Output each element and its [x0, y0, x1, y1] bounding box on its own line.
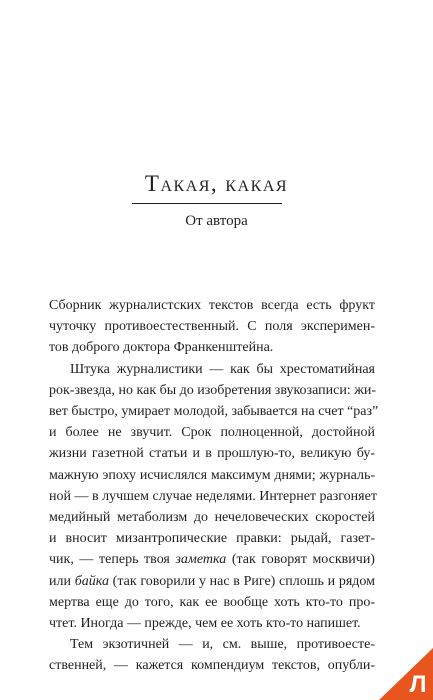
text-line: Сборник журналистских текстов всегда есть фрукт: [49, 298, 375, 313]
text-line: [49, 549, 375, 570]
text-fragment: (так говорили у нас в Риге) сплошь и рядом: [108, 573, 376, 589]
paragraph-2: [49, 359, 379, 635]
paragraph-3: [49, 634, 375, 676]
body-text: [49, 295, 379, 677]
title-divider: [132, 203, 282, 204]
paragraph-1: [49, 295, 375, 359]
text-line: чтет. Иногда — прежде, чем ее хоть кто-то напишет.: [49, 616, 361, 632]
text-fragment: или: [49, 573, 75, 589]
text-line: жизни газетной статьи и в прошлую-то, великую бу-: [49, 446, 375, 462]
text-line: тов доброго доктора Франкенштейна.: [49, 340, 274, 356]
publisher-logo-icon: [379, 634, 433, 700]
text-line: ной — в лучшем случае неделями. Интернет разгоняет: [49, 488, 377, 504]
text-line: и вносит мизантропические правки: рыдай, газет-: [49, 531, 375, 547]
chapter-subtitle: От автора: [185, 213, 248, 229]
chapter-title: Такая, какая: [144, 171, 289, 196]
text-line: рок-звезда, но как бы до изобретения звукозаписи: жи-: [49, 382, 377, 398]
text-line: вет быстро, умирает молодой, забывается на счет “раз”: [49, 404, 379, 420]
logo-letter: Л: [409, 671, 427, 698]
text-line: [49, 571, 375, 592]
text-fragment: чик, — теперь твоя: [49, 552, 176, 568]
text-line: Тем экзотичней — и, см. выше, противоесте-: [70, 637, 375, 653]
text-line: мертва еще до того, как ее вообще хоть кто-то про-: [49, 594, 375, 610]
italic-term: байка: [74, 573, 109, 589]
text-line: чуточку противоестественный. С поля эксперимен-: [49, 319, 375, 335]
italic-term: заметка: [175, 552, 227, 568]
text-line: и более не звучит. Срок полноценной, достойной: [49, 425, 375, 441]
text-line: мажную эпоху исчислялся максимум днями; журналь-: [49, 467, 375, 483]
text-fragment: (так говорят москвичи): [226, 552, 375, 568]
text-line: ственней, — кажется компендиум текстов, опубли-: [49, 658, 375, 674]
text-line: Штука журналистики — как бы хрестоматийная: [70, 361, 375, 377]
text-line: медийный метаболизм до нечеловеческих скоростей: [49, 510, 375, 526]
